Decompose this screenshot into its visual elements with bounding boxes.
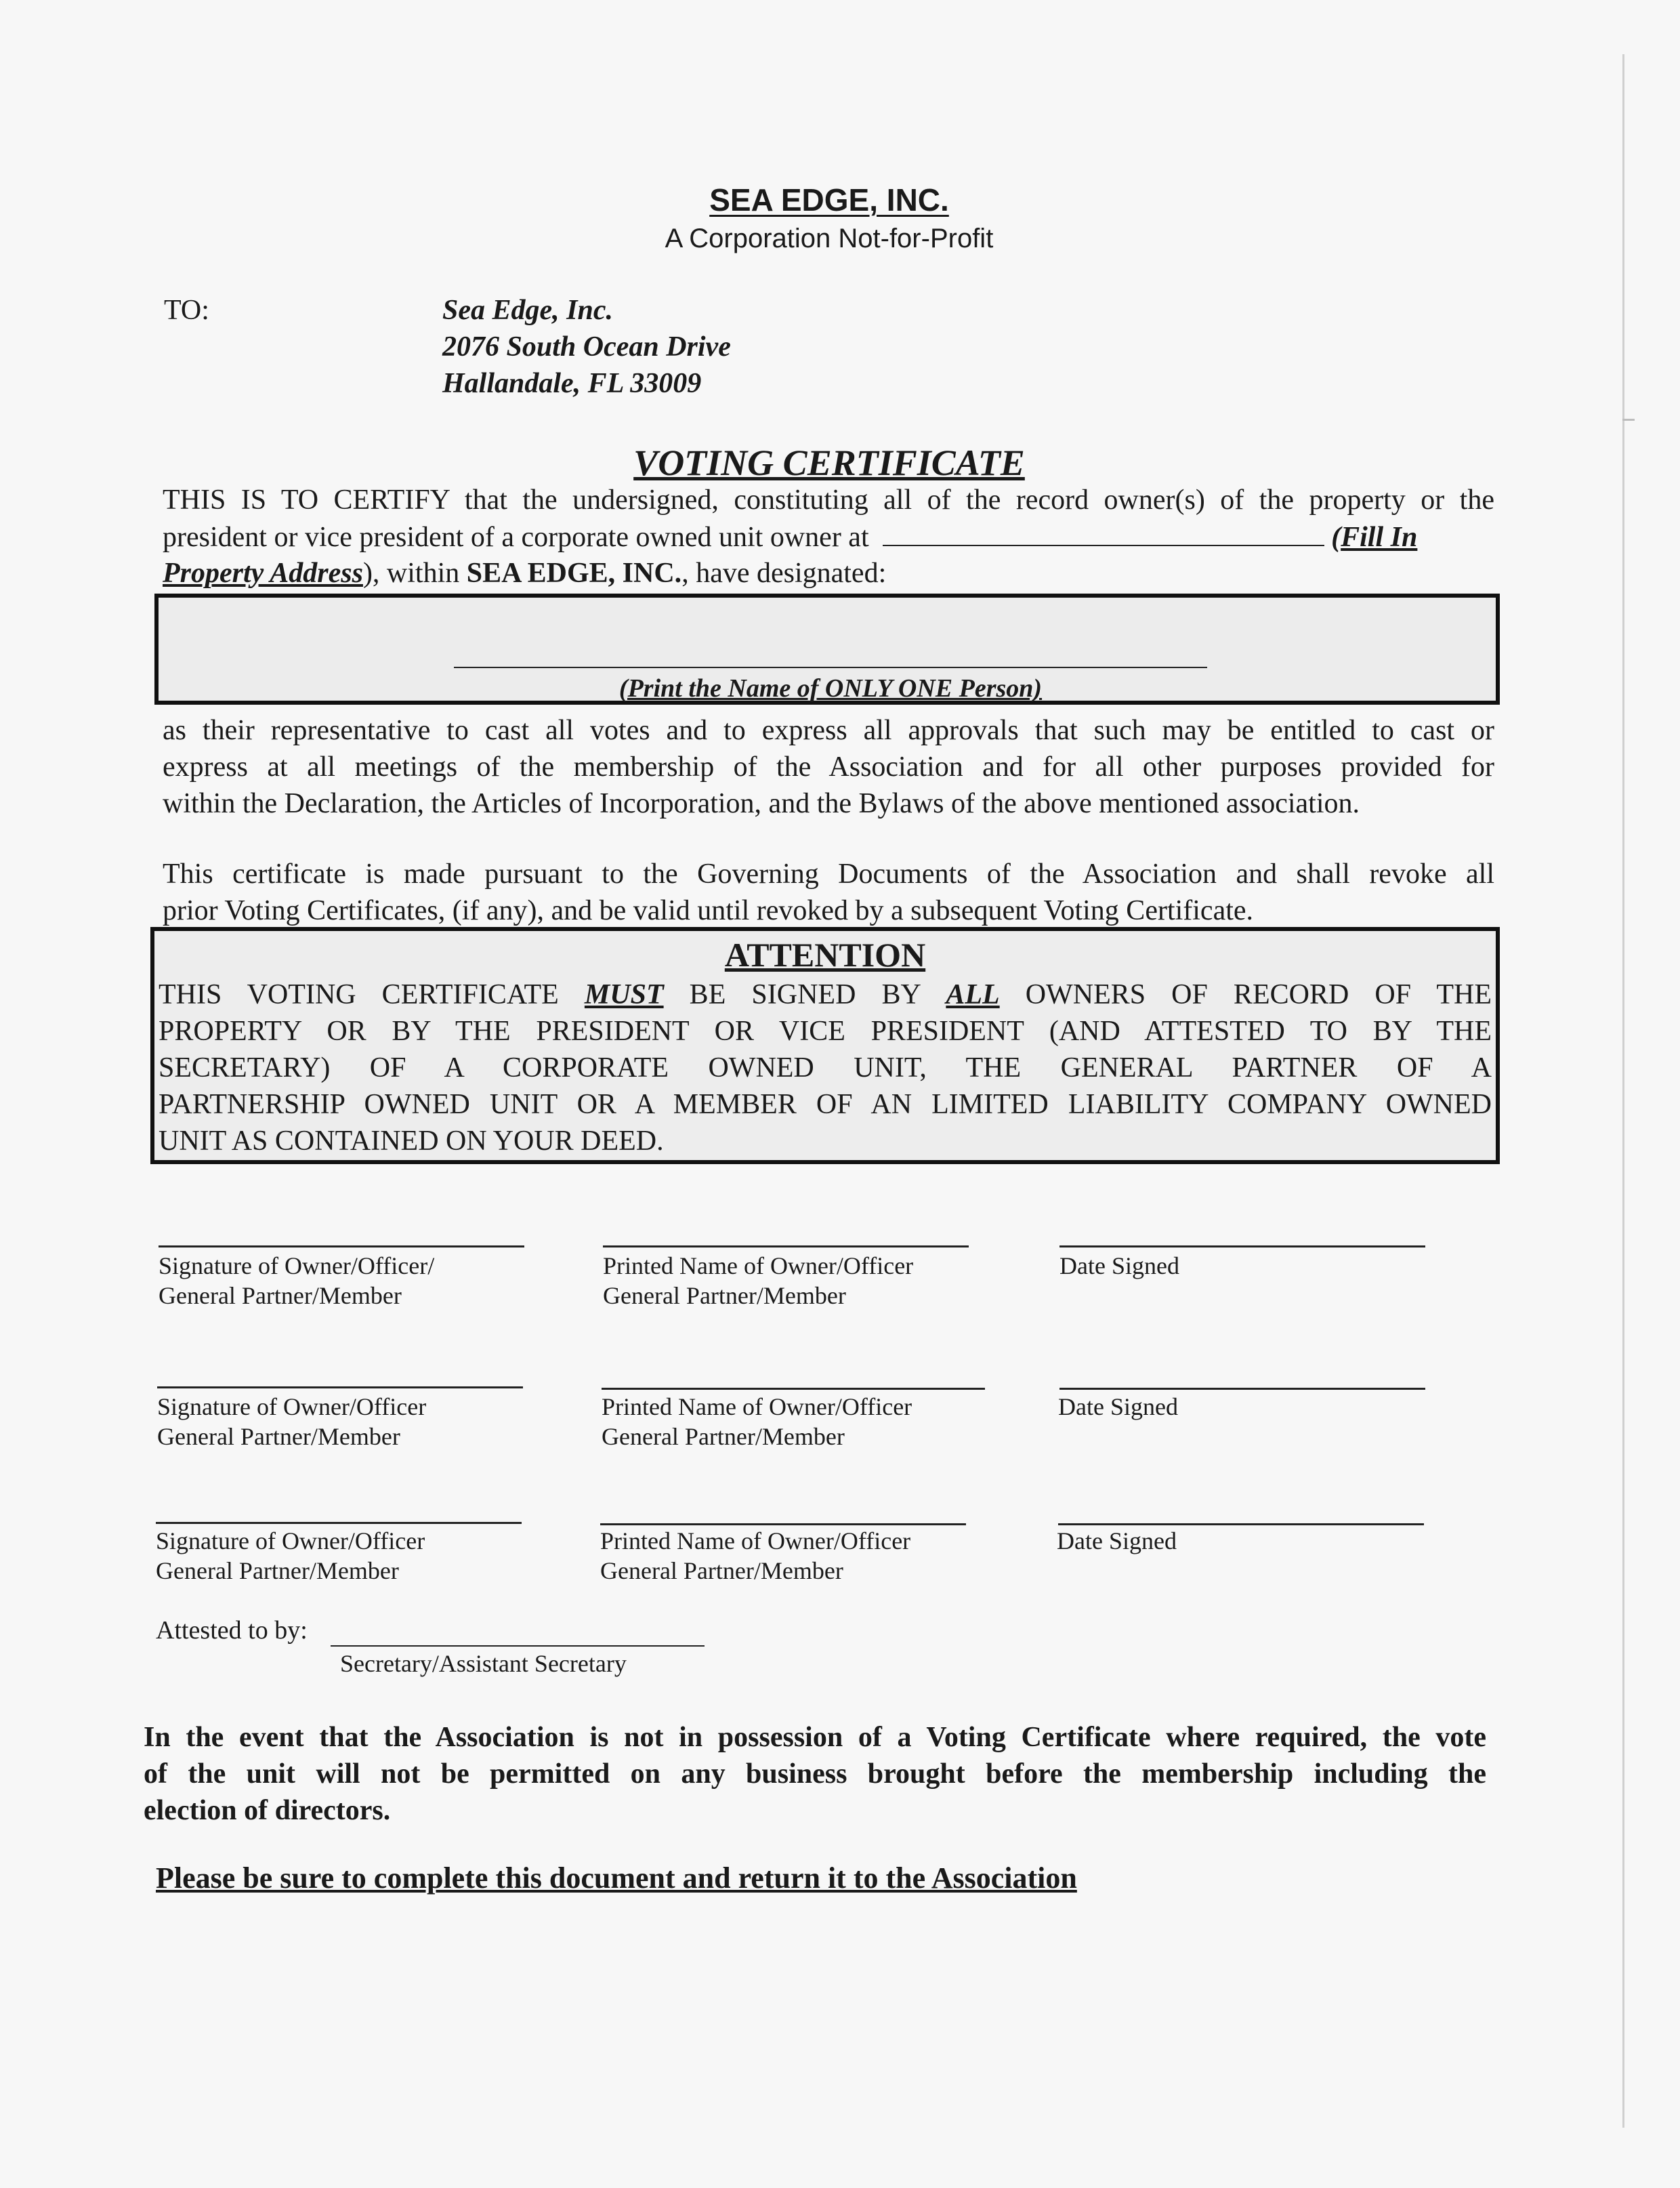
notice-line-3: election of directors.	[144, 1795, 391, 1826]
date-line[interactable]	[1058, 1523, 1424, 1525]
designee-caption: (Print the Name of ONLY ONE Person)	[618, 674, 1043, 703]
date-line[interactable]	[1059, 1245, 1425, 1247]
signature-line[interactable]	[159, 1245, 524, 1247]
intro-line-1: THIS IS TO CERTIFY that the undersigned, constituting all of the record owner(s) of the property or the	[163, 484, 1494, 516]
intro-line-2-text: president or vice president of a corporate owned unit owner at	[163, 522, 869, 553]
designee-name-field[interactable]	[454, 667, 1207, 668]
attention-line-2: PROPERTY OR BY THE PRESIDENT OR VICE PRESIDENT (AND ATTESTED TO BY THE	[159, 1016, 1492, 1047]
representative-line-1: as their representative to cast all votes and to express all approvals that such may be entitled to cast or	[163, 715, 1494, 746]
fill-in-hint: (Fill In	[1331, 522, 1418, 553]
date-caption: Date Signed	[1057, 1527, 1177, 1554]
to-label: TO:	[164, 295, 209, 326]
notice-line-2: of the unit will not be permitted on any business brought before the membership including the	[144, 1758, 1486, 1790]
must-emphasis: MUST	[584, 979, 664, 1010]
printed-name-line[interactable]	[602, 1388, 985, 1390]
printed-name-caption: Printed Name of Owner/Officer General Partner/Member	[600, 1527, 911, 1584]
signature-line[interactable]	[157, 1386, 523, 1388]
revoke-line-2: prior Voting Certificates, (if any), and be valid until revoked by a subsequent Voting Certificate.	[163, 895, 1254, 926]
property-address-hint: Property Address	[163, 558, 363, 589]
date-line[interactable]	[1059, 1388, 1425, 1390]
date-caption: Date Signed	[1058, 1393, 1178, 1420]
intro-line-3: Property Address), within SEA EDGE, INC., have designated:	[163, 558, 887, 589]
recipient-city: Hallandale, FL 33009	[442, 368, 702, 399]
signature-caption: Signature of Owner/Officer General Partner/Member	[156, 1527, 425, 1584]
signature-line[interactable]	[156, 1522, 522, 1524]
notice-line-1: In the event that the Association is not in possession of a Voting Certificate where required, the vote	[144, 1722, 1486, 1753]
organization-title: SEA EDGE, INC.	[709, 182, 949, 218]
certificate-title: VOTING CERTIFICATE	[633, 442, 1025, 483]
printed-name-line[interactable]	[603, 1245, 969, 1247]
signature-caption: Signature of Owner/Officer General Partner/Member	[157, 1393, 427, 1450]
attested-caption: Secretary/Assistant Secretary	[340, 1650, 627, 1677]
intro-line-2	[163, 520, 1494, 554]
attention-line-3: SECRETARY) OF A CORPORATE OWNED UNIT, THE GENERAL PARTNER OF A	[159, 1052, 1492, 1083]
closing-instruction: Please be sure to complete this document and return it to the Association	[156, 1861, 1077, 1895]
attention-title: ATTENTION	[724, 936, 926, 974]
attention-line-5: UNIT AS CONTAINED ON YOUR DEED.	[159, 1126, 664, 1157]
attested-label: Attested to by:	[156, 1616, 308, 1645]
scan-edge-mark	[1622, 419, 1635, 421]
printed-name-caption: Printed Name of Owner/Officer General Partner/Member	[603, 1252, 914, 1309]
organization-subtitle: A Corporation Not-for-Profit	[665, 224, 994, 253]
attention-line-1: THIS VOTING CERTIFICATE MUST BE SIGNED BY ALL OWNERS OF RECORD OF THE	[159, 979, 1492, 1010]
printed-name-line[interactable]	[600, 1523, 966, 1525]
recipient-street: 2076 South Ocean Drive	[442, 331, 731, 363]
signature-caption: Signature of Owner/Officer/ General Partner/Member	[159, 1252, 435, 1309]
attested-signature-line[interactable]	[331, 1645, 705, 1647]
all-emphasis: ALL	[946, 979, 1000, 1010]
revoke-line-1: This certificate is made pursuant to the Governing Documents of the Association and shall revoke all	[163, 859, 1494, 890]
scan-edge-line	[1622, 54, 1624, 2128]
date-caption: Date Signed	[1059, 1252, 1179, 1279]
representative-line-3: within the Declaration, the Articles of Incorporation, and the Bylaws of the above mentioned association.	[163, 788, 1360, 819]
printed-name-caption: Printed Name of Owner/Officer General Partner/Member	[602, 1393, 912, 1450]
recipient-name: Sea Edge, Inc.	[442, 295, 613, 326]
representative-line-2: express at all meetings of the membership of the Association and for all other purposes provided for	[163, 751, 1494, 783]
property-address-blank[interactable]	[883, 520, 1324, 546]
attention-line-4: PARTNERSHIP OWNED UNIT OR A MEMBER OF AN LIMITED LIABILITY COMPANY OWNED	[159, 1089, 1492, 1120]
